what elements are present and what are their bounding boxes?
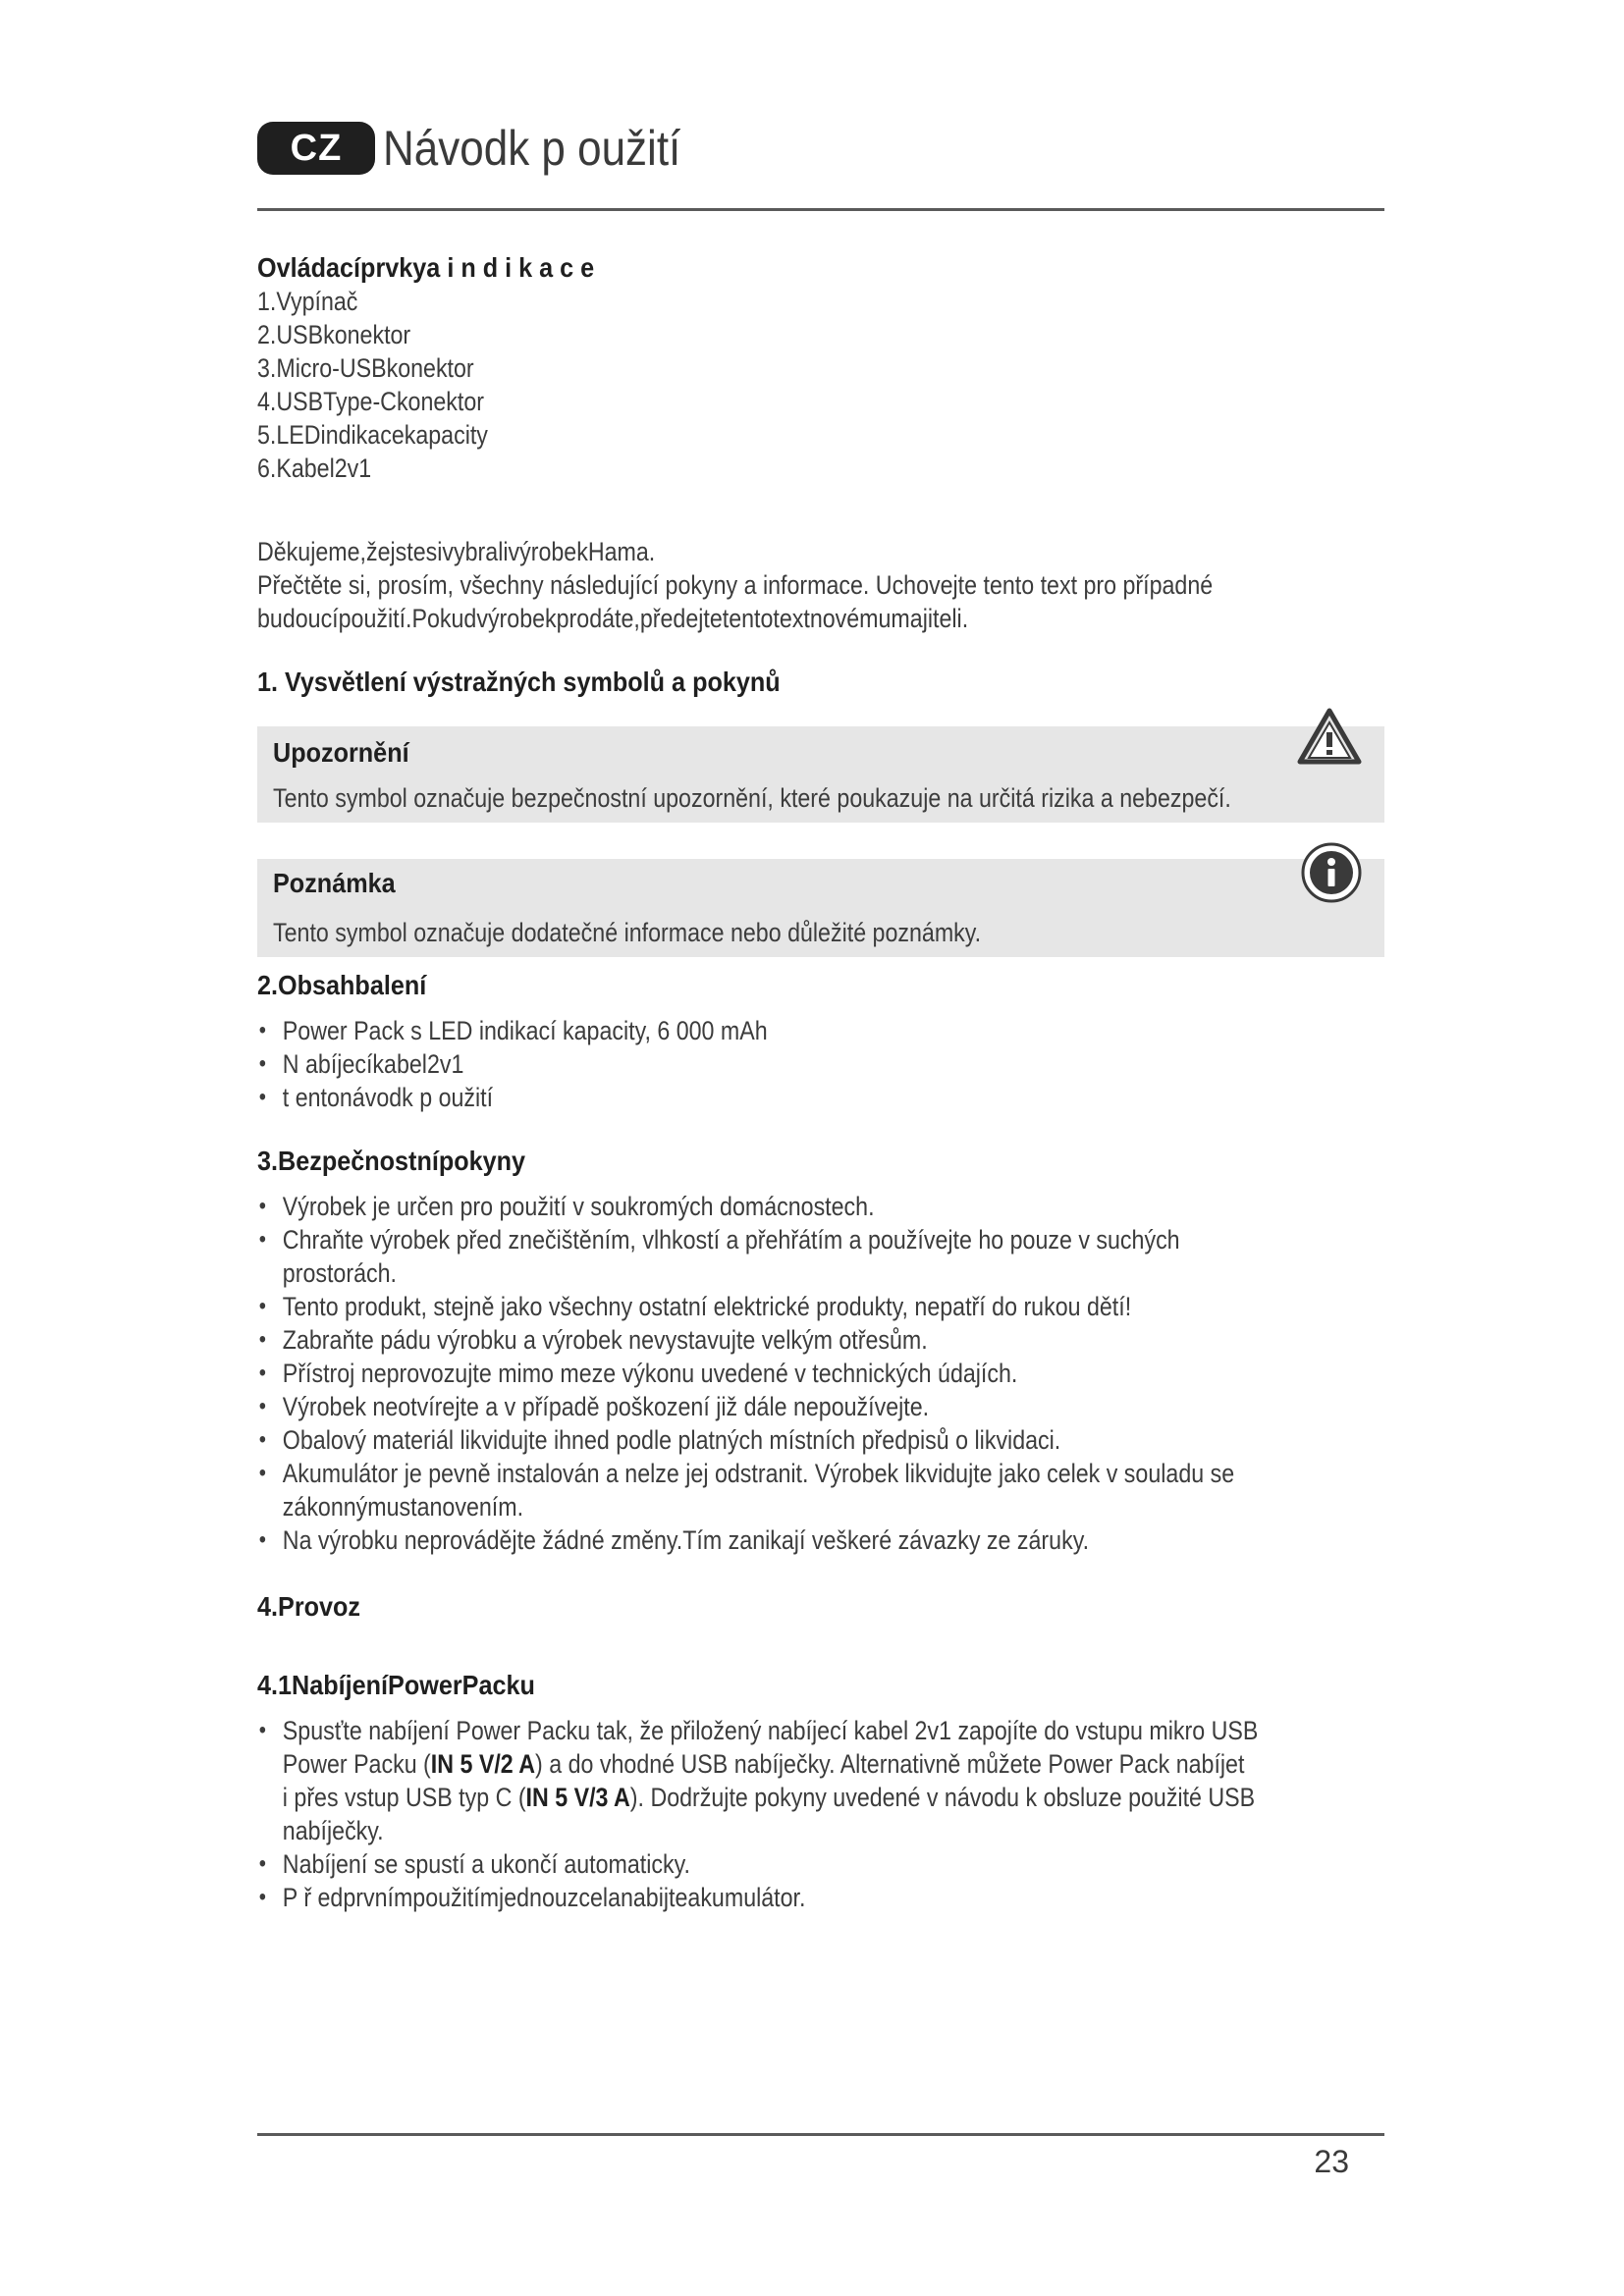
intro-paragraph	[257, 535, 1384, 635]
list-item-line: nabíječky.	[282, 1816, 384, 1845]
list-item	[257, 1457, 1235, 1490]
footer-divider	[257, 2133, 1384, 2136]
input-spec-usb-c: IN 5 V/3 A	[525, 1783, 630, 1812]
list-item-line: i přes vstup USB typ C (IN 5 V/3 A). Dodržujte pokyny uvedené v návodu k obsluze použité USB	[282, 1783, 1256, 1812]
list-item: • Tento produkt, stejně jako všechny ostatní elektrické produkty, nepatří do rukou dětí!	[257, 1290, 1226, 1323]
list-item: • t entonávodk p oužití	[257, 1081, 1226, 1114]
page-number: 23	[1314, 2144, 1349, 2179]
note-text: Tento symbol označuje dodatečné informace nebo důležité poznámky.	[273, 918, 982, 947]
list-item: • Zabraňte pádu výrobku a výrobek nevystavujte velkým otřesům.	[257, 1323, 1226, 1357]
header-divider	[257, 208, 1384, 211]
list-item: • Výrobek je určen pro použití v soukromých domácnostech.	[257, 1190, 1226, 1223]
section-4-1-heading: 4.1NabíjeníPowerPacku	[257, 1670, 535, 1700]
control-item: 3.Micro-USBkonektor	[257, 353, 474, 383]
section-4	[257, 1590, 1384, 1624]
controls-heading: Ovládacíprvkya i n d i k a c e	[257, 252, 595, 283]
intro-line: Děkujeme,žejstesivybralivýrobekHama.	[257, 537, 656, 566]
list-item	[257, 1714, 1259, 1747]
list-item: • Obalový materiál likvidujte ihned podle platných místních předpisů o likvidaci.	[257, 1423, 1226, 1457]
page-header	[257, 122, 722, 175]
note-box	[257, 859, 1384, 957]
section-2-heading: 2.Obsahbalení	[257, 970, 427, 1000]
control-item: 2.USBkonektor	[257, 320, 411, 349]
list-item: • Výrobek neotvírejte a v případě poškození již dále nepoužívejte.	[257, 1390, 1226, 1423]
list-item-line: zákonnýmustanovením.	[282, 1492, 524, 1522]
list-item-continuation	[257, 1490, 1226, 1523]
list-item: • Nabíjení se spustí a ukončí automaticky.	[257, 1847, 1226, 1881]
manual-page	[257, 0, 1384, 2296]
warning-title: Upozornění	[273, 737, 409, 768]
list-item-continuation	[257, 1814, 1226, 1847]
note-title: Poznámka	[273, 868, 396, 898]
control-item: 4.USBType-Ckonektor	[257, 387, 485, 416]
document-title: Návodk p oužití	[383, 121, 681, 176]
section-3-heading: 3.Bezpečnostnípokyny	[257, 1146, 526, 1176]
list-item-line: • Akumulátor je pevně instalován a nelze jej odstranit. Výrobek likvidujte jako celek v souladu se	[282, 1459, 1235, 1488]
list-item-line: prostorách.	[282, 1258, 397, 1288]
warning-triangle-icon	[1296, 707, 1363, 766]
list-item-line: • Spusťte nabíjení Power Packu tak, že přiložený nabíjecí kabel 2v1 zapojíte do vstupu mikro USB	[282, 1716, 1259, 1745]
intro-line: budoucípoužití.Pokudvýrobekprodáte,předejtetentotextnovémumajiteli.	[257, 604, 969, 633]
language-badge: CZ	[257, 122, 375, 175]
list-item: • Power Pack s LED indikací kapacity, 6 000 mAh	[257, 1014, 1226, 1047]
section-3	[257, 1145, 1384, 1557]
list-item-continuation	[257, 1781, 1256, 1814]
list-item: • Přístroj neprovozujte mimo meze výkonu uvedené v technických údajích.	[257, 1357, 1226, 1390]
list-item	[257, 1223, 1226, 1256]
list-item-line: Power Packu (IN 5 V/2 A) a do vhodné USB nabíječky. Alternativně můžete Power Pack nabíjet	[282, 1749, 1245, 1779]
section-1	[257, 666, 1384, 699]
list-item: • P ř edprvnímpoužitímjednouzcelanabijteakumulátor.	[257, 1881, 1226, 1914]
list-item-continuation	[257, 1256, 1226, 1290]
section-1-heading: 1. Vysvětlení výstražných symbolů a pokynů	[257, 667, 781, 697]
warning-box	[257, 726, 1384, 823]
intro-line: Přečtěte si, prosím, všechny následující pokyny a informace. Uchovejte tento text pro případné	[257, 570, 1214, 600]
list-item: • Na výrobku neprovádějte žádné změny.Tím zanikají veškeré závazky ze záruky.	[257, 1523, 1226, 1557]
section-4-heading: 4.Provoz	[257, 1591, 361, 1622]
warning-text: Tento symbol označuje bezpečnostní upozornění, které poukazuje na určitá rizika a nebezpečí.	[273, 783, 1231, 813]
control-item: 1.Vypínač	[257, 287, 358, 316]
list-item-continuation	[257, 1747, 1245, 1781]
input-spec-micro-usb: IN 5 V/2 A	[430, 1749, 536, 1779]
list-item-line: • Chraňte výrobek před znečištěním, vlhkostí a přehřátím a používejte ho pouze v suchých	[282, 1225, 1180, 1255]
section-4-1	[257, 1669, 1384, 1914]
list-item: • N abíjecíkabel2v1	[257, 1047, 1226, 1081]
info-icon	[1300, 841, 1363, 904]
control-item: 5.LEDindikacekapacity	[257, 420, 488, 450]
controls-section	[257, 251, 1384, 485]
control-item: 6.Kabel2v1	[257, 454, 372, 483]
section-2	[257, 969, 1384, 1114]
